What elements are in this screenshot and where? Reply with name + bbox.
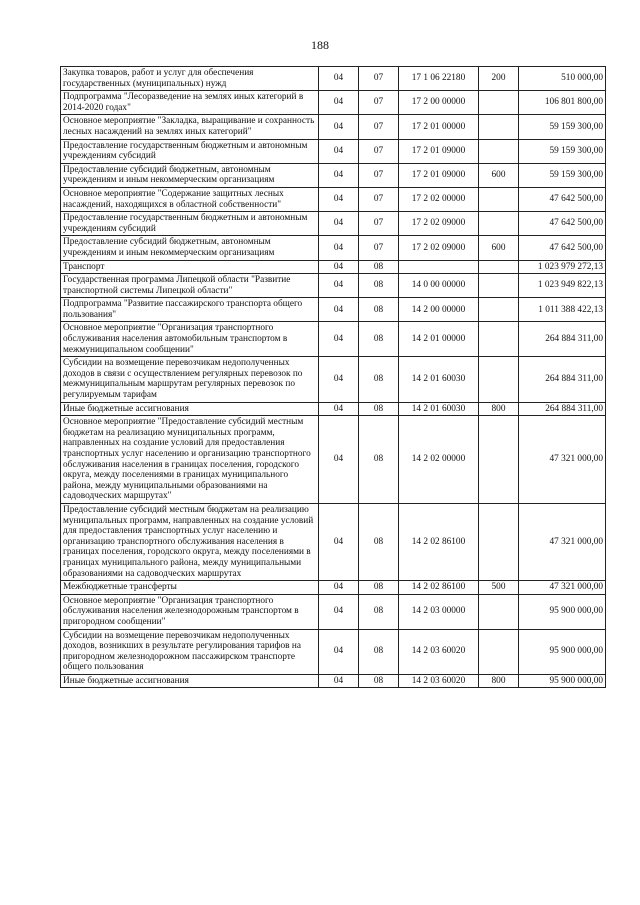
row-subsection-code: 08 <box>359 629 399 674</box>
row-expense-type <box>479 260 519 274</box>
row-subsection-code: 08 <box>359 416 399 504</box>
row-expense-type <box>479 91 519 115</box>
row-subsection-code: 08 <box>359 322 399 357</box>
table-row <box>61 139 606 163</box>
row-name: Закупка товаров, работ и услуг для обеспечения государственных (муниципальных) нужд <box>61 67 319 91</box>
row-target-article: 14 2 01 60030 <box>399 357 479 402</box>
row-amount: 47 321 000,00 <box>519 581 606 595</box>
table-row <box>61 674 606 688</box>
row-name: Основное мероприятие "Предоставление субсидий местным бюджетам на реализацию муниципальных программ, направленных на создание условий для предоставления транспортных услуг населению и организацию транспортного обслуживания населения в границах поселения, городского округа, между поселениями в границах муниципального района, между муниципальными образованиями на садоводческих маршрутах" <box>61 416 319 504</box>
table-row <box>61 416 606 504</box>
row-amount: 264 884 311,00 <box>519 322 606 357</box>
row-amount: 95 900 000,00 <box>519 629 606 674</box>
row-subsection-code: 08 <box>359 298 399 322</box>
row-amount: 47 642 500,00 <box>519 236 606 260</box>
row-expense-type <box>479 139 519 163</box>
row-subsection-code: 08 <box>359 357 399 402</box>
table-row <box>61 503 606 580</box>
row-amount: 47 321 000,00 <box>519 416 606 504</box>
table-row <box>61 402 606 416</box>
row-amount: 264 884 311,00 <box>519 357 606 402</box>
table-row <box>61 91 606 115</box>
table-row <box>61 594 606 629</box>
row-subsection-code: 07 <box>359 115 399 139</box>
row-amount: 47 321 000,00 <box>519 503 606 580</box>
row-subsection-code: 08 <box>359 594 399 629</box>
row-section-code: 04 <box>319 187 359 211</box>
row-target-article: 14 2 00 00000 <box>399 298 479 322</box>
row-name: Субсидии на возмещение перевозчикам недополученных доходов в связи с осуществлением регулярных перевозок по межмуниципальным маршрутам регулярных перевозок по регулируемым тарифам <box>61 357 319 402</box>
row-target-article: 14 2 03 60020 <box>399 674 479 688</box>
row-section-code: 04 <box>319 402 359 416</box>
row-section-code: 04 <box>319 416 359 504</box>
row-target-article <box>399 260 479 274</box>
row-section-code: 04 <box>319 674 359 688</box>
row-section-code: 04 <box>319 594 359 629</box>
row-subsection-code: 07 <box>359 139 399 163</box>
row-amount: 1 023 979 272,13 <box>519 260 606 274</box>
row-expense-type: 800 <box>479 402 519 416</box>
row-target-article: 14 2 01 60030 <box>399 402 479 416</box>
row-section-code: 04 <box>319 322 359 357</box>
row-target-article: 17 2 01 09000 <box>399 163 479 187</box>
row-expense-type <box>479 115 519 139</box>
budget-table <box>60 66 606 688</box>
row-expense-type <box>479 322 519 357</box>
row-target-article: 17 1 06 22180 <box>399 67 479 91</box>
row-subsection-code: 08 <box>359 503 399 580</box>
table-row <box>61 274 606 298</box>
row-expense-type: 800 <box>479 674 519 688</box>
row-name: Предоставление субсидий бюджетным, автономным учреждениям и иным некоммерческим организациям <box>61 236 319 260</box>
row-subsection-code: 07 <box>359 212 399 236</box>
row-amount: 95 900 000,00 <box>519 594 606 629</box>
row-section-code: 04 <box>319 212 359 236</box>
row-name: Предоставление государственным бюджетным и автономным учреждениям субсидий <box>61 212 319 236</box>
row-target-article: 17 2 02 09000 <box>399 212 479 236</box>
row-name: Подпрограмма "Лесоразведение на землях иных категорий в 2014-2020 годах" <box>61 91 319 115</box>
row-section-code: 04 <box>319 163 359 187</box>
row-subsection-code: 08 <box>359 260 399 274</box>
row-expense-type <box>479 503 519 580</box>
row-subsection-code: 08 <box>359 581 399 595</box>
row-target-article: 14 2 03 60020 <box>399 629 479 674</box>
row-name: Иные бюджетные ассигнования <box>61 402 319 416</box>
row-section-code: 04 <box>319 139 359 163</box>
row-section-code: 04 <box>319 91 359 115</box>
row-name: Межбюджетные трансферты <box>61 581 319 595</box>
row-amount: 47 642 500,00 <box>519 187 606 211</box>
row-amount: 106 801 800,00 <box>519 91 606 115</box>
row-amount: 59 159 300,00 <box>519 115 606 139</box>
row-section-code: 04 <box>319 274 359 298</box>
row-section-code: 04 <box>319 503 359 580</box>
table-row <box>61 298 606 322</box>
row-subsection-code: 07 <box>359 187 399 211</box>
row-subsection-code: 07 <box>359 236 399 260</box>
row-expense-type <box>479 629 519 674</box>
row-target-article: 17 2 01 00000 <box>399 115 479 139</box>
table-row <box>61 322 606 357</box>
row-subsection-code: 07 <box>359 91 399 115</box>
row-name: Основное мероприятие "Закладка, выращивание и сохранность лесных насаждений на землях иных категорий" <box>61 115 319 139</box>
row-amount: 264 884 311,00 <box>519 402 606 416</box>
row-section-code: 04 <box>319 581 359 595</box>
row-name: Предоставление государственным бюджетным и автономным учреждениям субсидий <box>61 139 319 163</box>
row-target-article: 14 2 01 00000 <box>399 322 479 357</box>
row-target-article: 17 2 02 09000 <box>399 236 479 260</box>
row-expense-type <box>479 357 519 402</box>
row-section-code: 04 <box>319 236 359 260</box>
row-expense-type <box>479 212 519 236</box>
row-name: Субсидии на возмещение перевозчикам недополученных доходов, возникших в результате регулирования тарифов на пригородном железнодорожном пассажирском транспорте общего пользования <box>61 629 319 674</box>
row-subsection-code: 08 <box>359 674 399 688</box>
row-expense-type: 500 <box>479 581 519 595</box>
row-expense-type <box>479 298 519 322</box>
row-subsection-code: 07 <box>359 67 399 91</box>
table-row <box>61 260 606 274</box>
row-expense-type <box>479 187 519 211</box>
row-section-code: 04 <box>319 67 359 91</box>
row-subsection-code: 08 <box>359 402 399 416</box>
row-subsection-code: 08 <box>359 274 399 298</box>
table-row <box>61 212 606 236</box>
row-target-article: 14 2 03 00000 <box>399 594 479 629</box>
table-row <box>61 163 606 187</box>
row-expense-type <box>479 594 519 629</box>
row-amount: 510 000,00 <box>519 67 606 91</box>
table-row <box>61 581 606 595</box>
row-section-code: 04 <box>319 260 359 274</box>
row-target-article: 14 2 02 86100 <box>399 503 479 580</box>
row-target-article: 14 2 02 86100 <box>399 581 479 595</box>
table-row <box>61 187 606 211</box>
row-name: Предоставление субсидий бюджетным, автономным учреждениям и иным некоммерческим организациям <box>61 163 319 187</box>
row-amount: 47 642 500,00 <box>519 212 606 236</box>
table-row <box>61 357 606 402</box>
row-name: Предоставление субсидий местным бюджетам на реализацию муниципальных программ, направленных на создание условий для предоставления транспортных услуг населению и организацию транспортного обслуживания населения в границах поселения, городского округа, между поселениями в границах муниципального района, между муниципальными образованиями на садоводческих маршрутах <box>61 503 319 580</box>
row-section-code: 04 <box>319 115 359 139</box>
row-amount: 1 011 388 422,13 <box>519 298 606 322</box>
table-row <box>61 67 606 91</box>
row-amount: 95 900 000,00 <box>519 674 606 688</box>
row-target-article: 14 2 02 00000 <box>399 416 479 504</box>
row-amount: 1 023 949 822,13 <box>519 274 606 298</box>
row-name: Транспорт <box>61 260 319 274</box>
row-name: Основное мероприятие "Организация транспортного обслуживания населения железнодорожным транспортом в пригородном сообщении" <box>61 594 319 629</box>
row-expense-type <box>479 416 519 504</box>
row-name: Основное мероприятие "Содержание защитных лесных насаждений, находящихся в областной собственности" <box>61 187 319 211</box>
row-section-code: 04 <box>319 298 359 322</box>
row-section-code: 04 <box>319 629 359 674</box>
row-section-code: 04 <box>319 357 359 402</box>
table-row <box>61 115 606 139</box>
row-expense-type: 600 <box>479 163 519 187</box>
row-amount: 59 159 300,00 <box>519 139 606 163</box>
table-row <box>61 236 606 260</box>
row-expense-type: 600 <box>479 236 519 260</box>
row-target-article: 17 2 02 00000 <box>399 187 479 211</box>
table-row <box>61 629 606 674</box>
row-target-article: 17 2 01 09000 <box>399 139 479 163</box>
row-name: Государственная программа Липецкой области "Развитие транспортной системы Липецкой области" <box>61 274 319 298</box>
page-number: 188 <box>311 38 329 52</box>
row-subsection-code: 07 <box>359 163 399 187</box>
row-name: Подпрограмма "Развитие пассажирского транспорта общего пользования" <box>61 298 319 322</box>
row-name: Основное мероприятие "Организация транспортного обслуживания населения автомобильным транспортом в межмуниципальном сообщении" <box>61 322 319 357</box>
row-amount: 59 159 300,00 <box>519 163 606 187</box>
row-target-article: 17 2 00 00000 <box>399 91 479 115</box>
row-expense-type: 200 <box>479 67 519 91</box>
row-name: Иные бюджетные ассигнования <box>61 674 319 688</box>
budget-table-body <box>61 67 606 688</box>
row-target-article: 14 0 00 00000 <box>399 274 479 298</box>
row-expense-type <box>479 274 519 298</box>
